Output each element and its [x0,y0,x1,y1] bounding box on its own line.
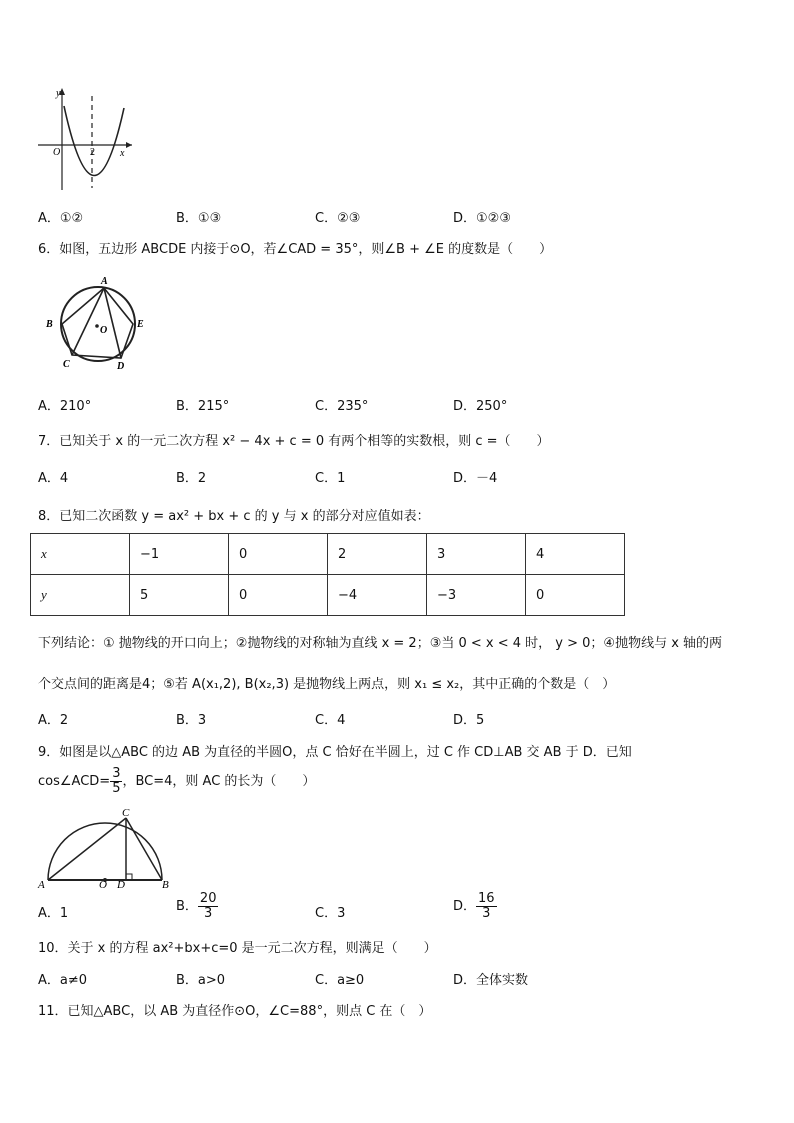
q8-option-b[interactable]: B．3 [176,713,207,728]
q5-option-d[interactable]: D．①②③ [453,211,511,226]
q8-option-a[interactable]: A．2 [38,713,69,728]
q7-options [38,467,598,485]
fig6-label-d: D [117,361,125,372]
q10-options [38,969,598,987]
q8-options [38,709,598,727]
table-row-x [31,534,625,575]
fig6-label-c: C [63,359,70,370]
table-cell: 0 [526,575,625,616]
table-cell: 5 [130,575,229,616]
q9-options [38,892,598,928]
fig6-label-b: B [46,319,53,330]
fig9-label-d: D [117,879,125,890]
q8-option-c[interactable]: C．4 [315,713,346,728]
q8-conclusions-line1: 下列结论：① 抛物线的开口向上；②抛物线的对称轴为直线 x = 2；③当 0 < x < 4 时， y > 0；④抛物线与 x 轴的两 [38,636,723,651]
q9-cos-prefix: cos∠ACD= [38,774,111,789]
q7-text: 7．已知关于 x 的一元二次方程 x² − 4x + c = 0 有两个相等的实数根，则 c =（ ） [38,434,550,449]
q5-option-b[interactable]: B．①③ [176,211,222,226]
table-cell: y [31,575,130,616]
q9-option-b-fraction [198,892,219,921]
q9-option-d-denominator: 3 [482,906,491,921]
q9-cos-suffix: ，BC=4，则 AC 的长为（ ） [122,774,316,789]
table-cell: x [31,534,130,575]
table-cell: 3 [427,534,526,575]
q9-option-d-prefix: D． [453,899,477,914]
q6-options [38,395,598,413]
fig5-two-label: 2 [90,147,95,158]
q7-option-d[interactable]: D．－4 [453,471,498,486]
fig9-label-b: B [162,879,169,890]
table-cell: −3 [427,575,526,616]
q9-option-d-fraction [476,892,497,921]
fig6-label-o: O [100,325,108,336]
fig5-y-label: y [56,88,61,99]
fig9-label-a: A [38,879,45,890]
pentagon-circle-figure [42,272,157,372]
q6-option-b[interactable]: B．215° [176,399,230,414]
q9-option-b-prefix: B． [176,899,198,914]
table-cell: 4 [526,534,625,575]
q9-cos-numerator: 3 [112,766,121,781]
q10-option-b[interactable]: B．a>0 [176,973,226,988]
table-cell: 2 [328,534,427,575]
q6-option-c[interactable]: C．235° [315,399,369,414]
q9-option-a[interactable]: A．1 [38,906,69,921]
q9-option-b-numerator: 20 [199,891,217,906]
fig5-origin-label: O [53,147,61,158]
fig6-label-e: E [137,319,144,330]
parabola-graph [36,84,136,192]
q9-option-d[interactable] [453,892,497,921]
q10-option-c[interactable]: C．a≥0 [315,973,365,988]
q9-option-c[interactable]: C．3 [315,906,346,921]
table-cell: −1 [130,534,229,575]
q8-conclusions-line2: 个交点间的距离是4；⑤若 A(x₁,2), B(x₂,3) 是抛物线上两点，则 x₁ ≤ x₂，其中正确的个数是（ ） [38,677,616,692]
table-cell: −4 [328,575,427,616]
q10-text: 10．关于 x 的方程 ax²+bx+c=0 是一元二次方程，则满足（ ） [38,941,437,956]
q5-option-c[interactable]: C．②③ [315,211,361,226]
fig6-label-a: A [101,276,108,287]
q9-cos-line [38,767,315,796]
q8-text: 8．已知二次函数 y = ax² + bx + c 的 y 与 x 的部分对应值如表： [38,509,430,524]
fig9-label-o: O [99,879,107,890]
value-table [30,533,625,616]
q9-option-b-denominator: 3 [204,906,213,921]
q5-option-a[interactable]: A．①② [38,211,84,226]
q6-option-d[interactable]: D．250° [453,399,508,414]
q9-option-d-numerator: 16 [478,891,495,906]
fig5-x-label: x [120,148,125,159]
q11-text: 11．已知△ABC，以 AB 为直径作⊙O，∠C=88°，则点 C 在（ ） [38,1004,432,1019]
q10-option-a[interactable]: A．a≠0 [38,973,88,988]
q5-options [38,207,598,225]
q10-option-d[interactable]: D．全体实数 [453,973,529,988]
q6-text: 6．如图，五边形 ABCDE 内接于⊙O，若∠CAD = 35°，则∠B + ∠E 的度数是（ ） [38,242,553,257]
q7-option-c[interactable]: C．1 [315,471,346,486]
q8-option-d[interactable]: D．5 [453,713,485,728]
table-cell: 0 [229,575,328,616]
fig9-label-c: C [122,807,130,819]
q7-option-b[interactable]: B．2 [176,471,207,486]
table-cell: 0 [229,534,328,575]
q9-option-b[interactable] [176,892,218,921]
table-row-y [31,575,625,616]
q7-option-a[interactable]: A．4 [38,471,69,486]
q6-option-a[interactable]: A．210° [38,399,92,414]
semicircle-figure [36,806,176,890]
q9-cos-fraction [110,767,122,796]
q9-cos-denominator: 5 [112,781,121,796]
q9-text: 9．如图是以△ABC 的边 AB 为直径的半圆O，点 C 恰好在半圆上，过 C 作 CD⊥AB 交 AB 于 D．已知 [38,745,632,760]
